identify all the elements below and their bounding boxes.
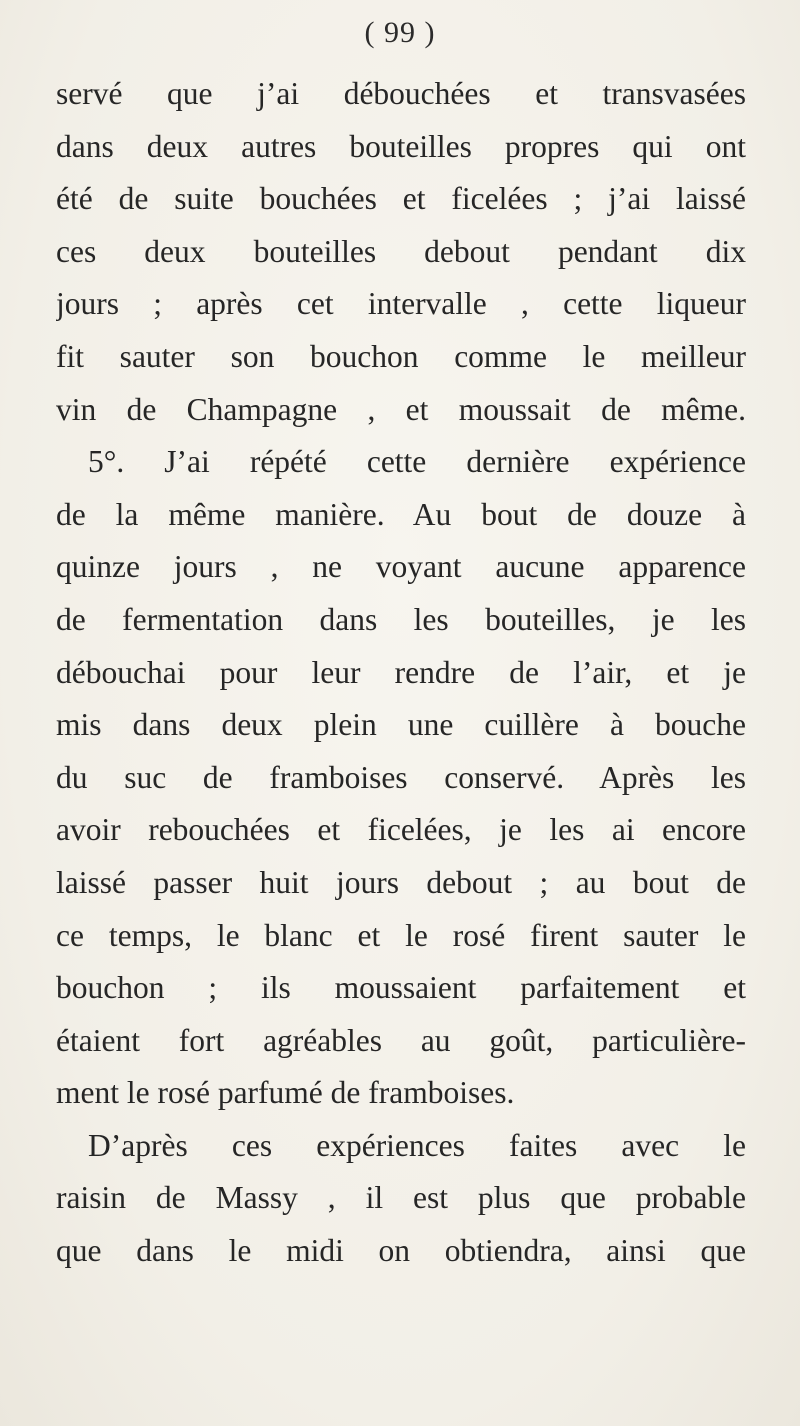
text-line: mis dans deux plein une cuillère à bouche — [56, 707, 746, 743]
text-line: vin de Champagne , et moussait de même. — [56, 391, 746, 427]
text-line: que dans le midi on obtiendra, ainsi que — [56, 1233, 746, 1269]
text-line: quinze jours , ne voyant aucune apparence — [56, 549, 746, 585]
text-line: dans deux autres bouteilles propres qui ont — [56, 128, 746, 164]
text-line: 5°. J’ai répété cette dernière expérience — [88, 444, 746, 480]
text-line: bouchon ; ils moussaient parfaitement et — [56, 970, 746, 1006]
text-line: ce temps, le blanc et le rosé firent sauter le — [56, 917, 746, 953]
text-line: D’après ces expériences faites avec le — [88, 1127, 746, 1163]
page-number: ( 99 ) — [364, 16, 436, 49]
text-line: jours ; après cet intervalle , cette liqueur — [56, 286, 746, 322]
text-line: débouchai pour leur rendre de l’air, et je — [56, 654, 746, 690]
text-line: étaient fort agréables au goût, particulière- — [56, 1022, 746, 1058]
text-line: été de suite bouchées et ficelées ; j’ai laissé — [56, 181, 746, 217]
text-line: ces deux bouteilles debout pendant dix — [56, 233, 746, 269]
text-line: servé que j’ai débouchées et transvasées — [56, 76, 746, 111]
text-line: raisin de Massy , il est plus que probable — [56, 1180, 746, 1216]
text-line: laissé passer huit jours debout ; au bout de — [56, 864, 746, 900]
text-line: de fermentation dans les bouteilles, je les — [56, 601, 746, 637]
text-line: avoir rebouchées et ficelées, je les ai encore — [56, 812, 746, 848]
text-line: ment le rosé parfumé de framboises. — [56, 1075, 515, 1111]
text-line: de la même manière. Au bout de douze à — [56, 496, 746, 532]
text-line: fit sauter son bouchon comme le meilleur — [56, 338, 746, 374]
text-line: du suc de framboises conservé. Après les — [56, 759, 746, 795]
body-text — [56, 68, 746, 1278]
